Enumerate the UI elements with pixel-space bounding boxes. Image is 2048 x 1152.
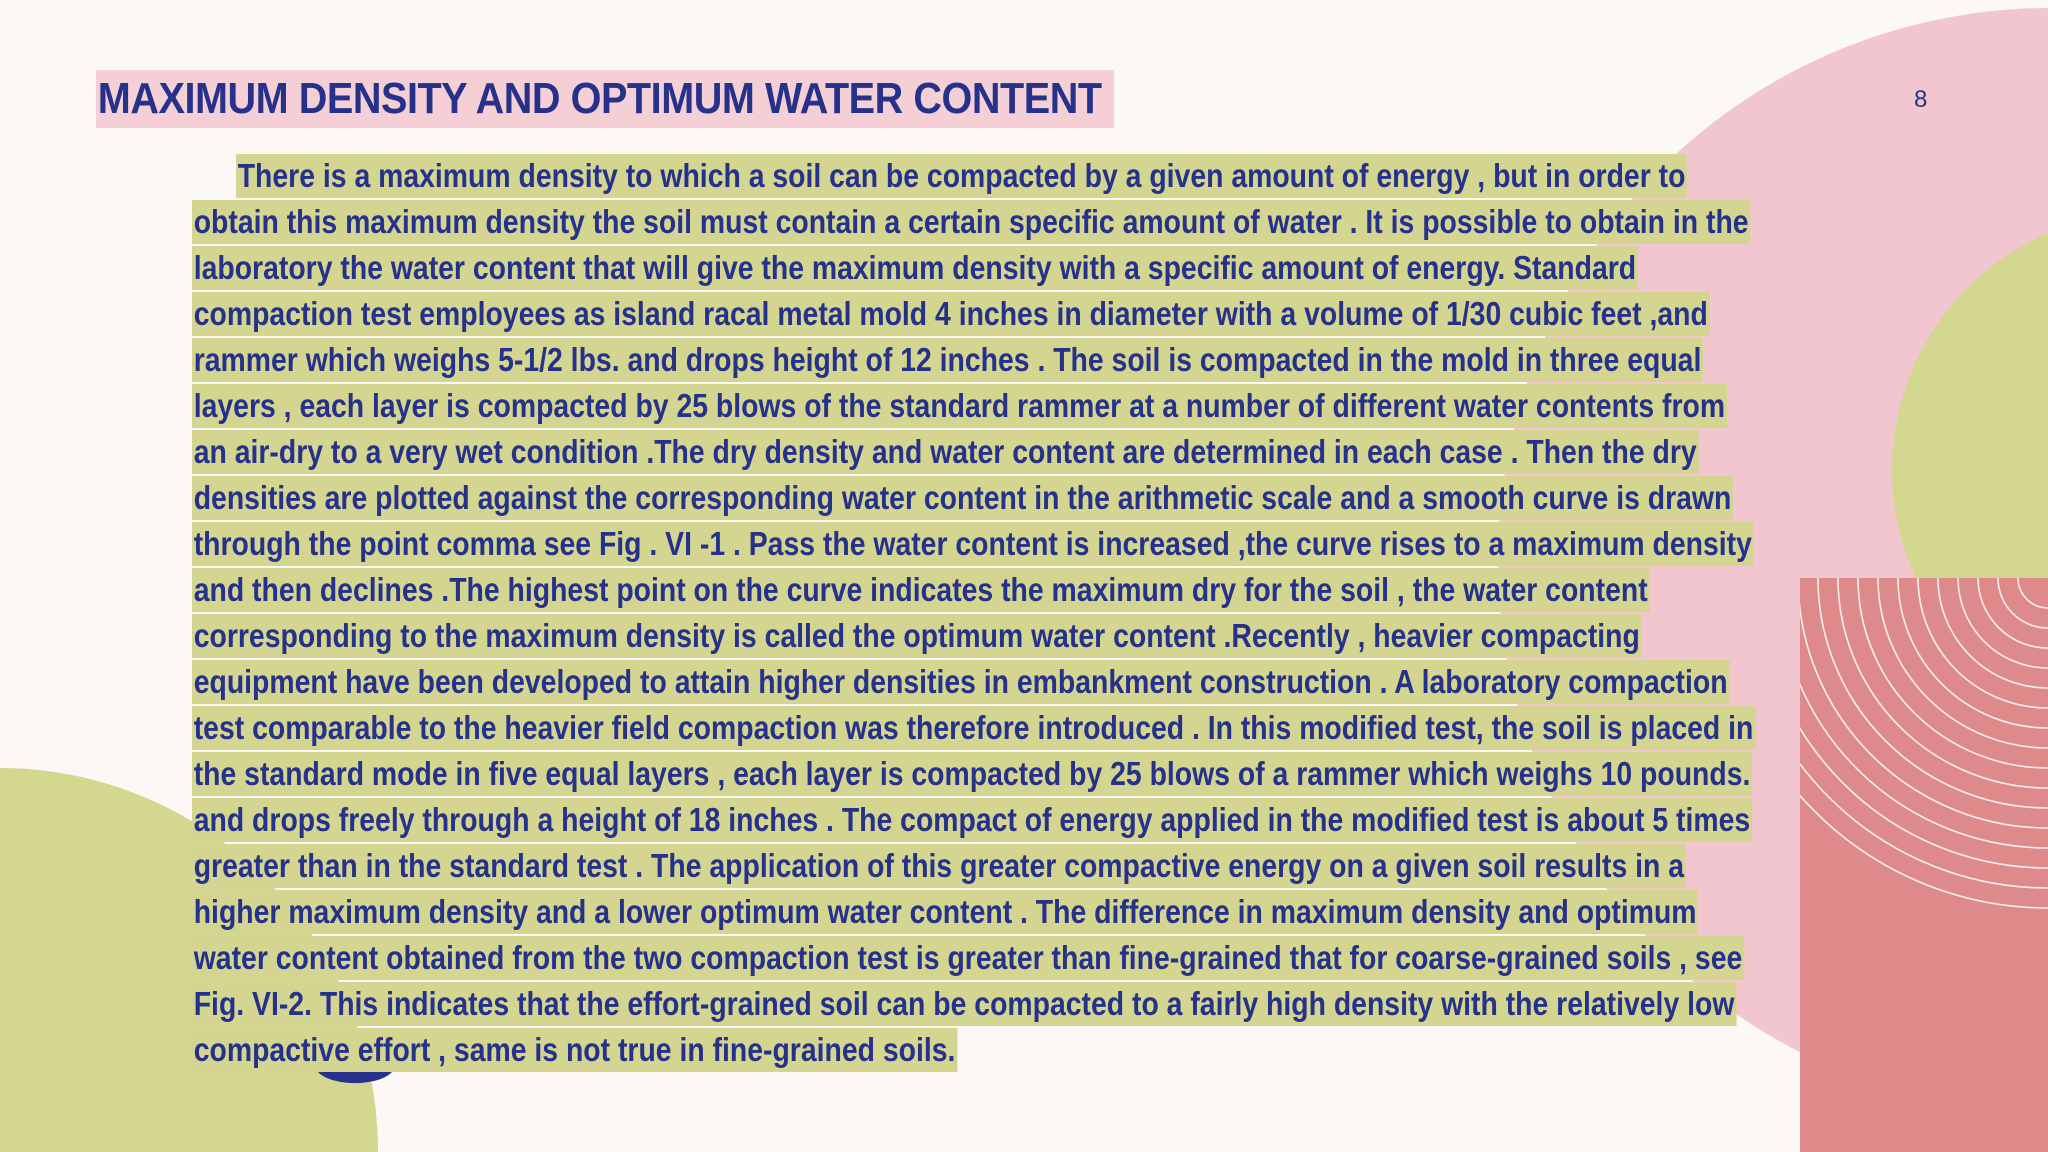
paragraph-line-text: greater than in the standard test . The application of this greater compactive energy on a given soil results in a (192, 844, 1686, 888)
paragraph-line (192, 292, 2048, 338)
paragraph-line (192, 660, 2048, 706)
paragraph-line (192, 384, 2048, 430)
paragraph-line-text: an air-dry to a very wet condition .The dry density and water content are determined in each case . Then the dry (192, 430, 1698, 474)
paragraph-line-text: Fig. VI-2. This indicates that the effort-grained soil can be compacted to a fairly high density with the relatively low (192, 982, 1736, 1026)
paragraph-line (192, 752, 2048, 798)
paragraph-line-text: corresponding to the maximum density is called the optimum water content .Recently , heavier compacting (192, 614, 1642, 658)
paragraph-line (192, 154, 2048, 200)
slide-title: MAXIMUM DENSITY AND OPTIMUM WATER CONTENT (96, 70, 1114, 128)
paragraph-line (192, 982, 2048, 1028)
paragraph-line (192, 614, 2048, 660)
paragraph-line-text: and then declines .The highest point on the curve indicates the maximum dry for the soil , the water content (192, 568, 1649, 612)
paragraph-line-text: rammer which weighs 5-1/2 lbs. and drops height of 12 inches . The soil is compacted in the mold in three equal (192, 338, 1703, 382)
paragraph-line-text: layers , each layer is compacted by 25 blows of the standard rammer at a number of different water contents from (192, 384, 1727, 428)
paragraph-line-text: densities are plotted against the corresponding water content in the arithmetic scale and a smooth curve is drawn (192, 476, 1733, 520)
paragraph-line-text: obtain this maximum density the soil must contain a certain specific amount of water . It is possible to obtain in the (192, 200, 1750, 244)
paragraph-line (192, 890, 2048, 936)
paragraph-line-text: and drops freely through a height of 18 inches . The compact of energy applied in the modified test is about 5 times (192, 798, 1752, 842)
paragraph-line-text: compactive effort , same is not true in fine-grained soils. (192, 1028, 957, 1072)
paragraph-line-text: through the point comma see Fig . VI -1 . Pass the water content is increased ,the curve rises to a maximum density (192, 522, 1754, 566)
paragraph-line-text: equipment have been developed to attain higher densities in embankment construction . A laboratory compaction (192, 660, 1729, 704)
paragraph-line (192, 798, 2048, 844)
paragraph-line-text: laboratory the water content that will give the maximum density with a specific amount of energy. Standard (192, 246, 1638, 290)
paragraph-line (192, 1028, 2048, 1074)
paragraph-line-text: water content obtained from the two compaction test is greater than fine-grained that for coarse-grained soils , see (192, 936, 1744, 980)
paragraph-line (192, 476, 2048, 522)
paragraph-line (192, 246, 2048, 292)
paragraph-line-text: There is a maximum density to which a soil can be compacted by a given amount of energy , but in order to (236, 154, 1687, 198)
paragraph-line-text: test comparable to the heavier field compaction was therefore introduced . In this modified test, the soil is placed in (192, 706, 1755, 750)
paragraph-line (192, 568, 2048, 614)
paragraph-line (192, 200, 2048, 246)
paragraph-line (192, 522, 2048, 568)
page-number: 8 (1914, 86, 1928, 113)
paragraph-line (192, 936, 2048, 982)
paragraph-line (192, 338, 2048, 384)
paragraph-line (192, 844, 2048, 890)
body-paragraph (192, 154, 2048, 1074)
paragraph-line-text: higher maximum density and a lower optimum water content . The difference in maximum density and optimum (192, 890, 1698, 934)
paragraph-line (192, 706, 2048, 752)
paragraph-line-text: the standard mode in five equal layers , each layer is compacted by 25 blows of a rammer which weighs 10 pounds. (192, 752, 1752, 796)
paragraph-line-text: compaction test employees as island racal metal mold 4 inches in diameter with a volume of 1/30 cubic feet ,and (192, 292, 1710, 336)
paragraph-line (192, 430, 2048, 476)
